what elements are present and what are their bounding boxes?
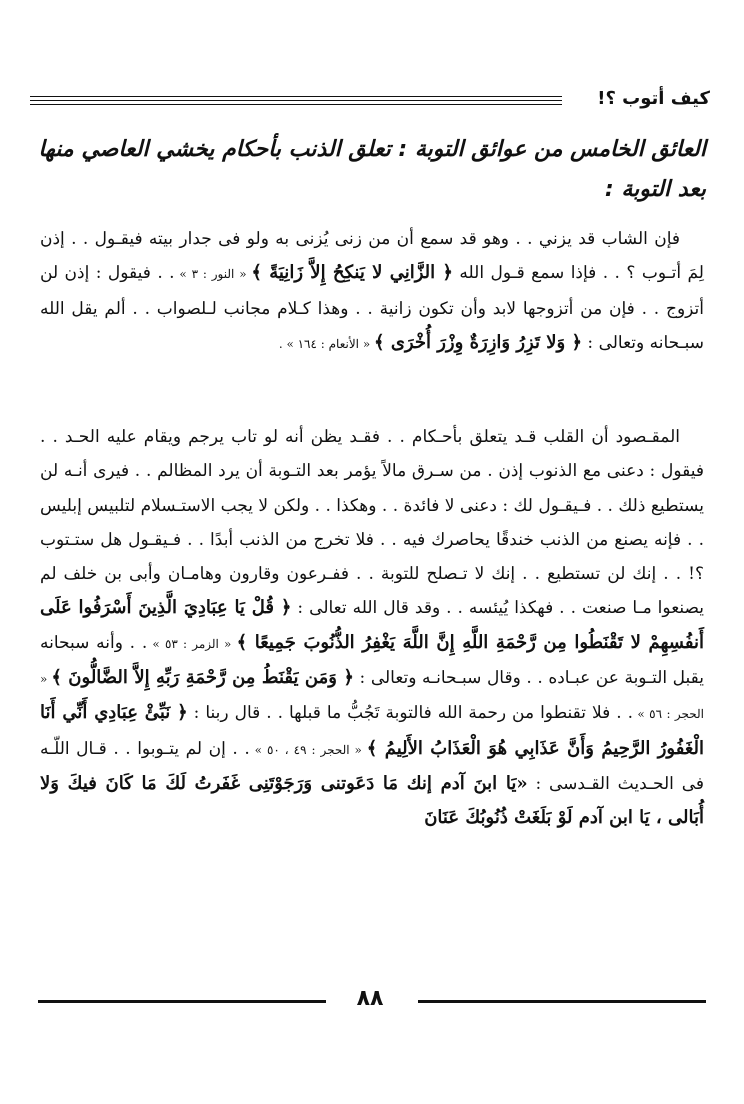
header-rule	[30, 104, 562, 105]
page-number: ٨٨	[356, 986, 384, 1011]
paragraph-text: . . فلا تقنطوا من رحمة الله فالتوبة تَجُبُّ ما قبلها . . قال ربنا :	[187, 703, 634, 724]
paragraph-text: فإن الشاب قد يزني . . وهو قد سمع أن من زنى يُزنى به ولو فى جدار بيته فيقـول . . إذن لِمَ أتـوب ؟ . . فإذا سمع قـول الله	[40, 229, 704, 284]
quran-verse: ﴿ الزَّانِي لا يَنكِحُ إِلاَّ زَانِيَةً ﴾	[251, 262, 453, 284]
header-rule	[30, 96, 562, 97]
section-heading: العائق الخامس من عوائق التوبة : تعلق الذنب بأحكام يخشي العاصي منها بعد التوبة :	[38, 137, 706, 202]
quran-verse: ﴿ نَبِّئْ عِبَادِي أَنِّي أَنَا الْغَفُورُ الرَّحِيمُ وَأَنَّ عَذَابِي هُوَ الْعَذَابُ الأَلِيمُ ﴾	[40, 702, 704, 759]
body-paragraph-2	[40, 420, 704, 836]
running-header-title: كيف أتوب ؟!	[597, 88, 710, 109]
page-footer	[30, 984, 710, 1014]
paragraph-text: . . وأنه سبحانه يقبل التـوبة عن عبـاده . . وقال سبـحانـه وتعالى :	[40, 632, 704, 689]
quran-verse: «يَا ابنَ آدم إنك مَا دَعَوتنى وَرَجَوْتَنِى غَفَرتُ لَكَ مَا كَانَ فيكَ وَلا أُبَالى ، يَا ابن آدم لَوْ بَلَغَتْ ذُنُوبُكَ عَنَانَ	[40, 772, 704, 829]
paragraph-text: . . إن لم يتـوبوا . . قـال اللّـه فى الحـديث القـدسى :	[40, 738, 704, 794]
paragraph-text: المقـصود أن القلب قـد يتعلق بأحـكام . . فقـد يظن أنه لو تاب يرجم ويقام عليه الحـد . . فيقول : دعنى مع الذنوب إذن . من سـرق مالاً يؤمر بعد التـوبة أن يرد المظالم . . فيرى أنـه لن يستطيع ذلك . . فـيقـول لك : دعنى لا فائدة . . وهكذا . . ولكن لا يجب الاستـسلام لتلبيس إبليس . . فإنه يصنع من الذنب خندقًا يحاصرك فيه . . فلا تخرج من الذنب أبدًا . . فـيقـول هل ستـتوب ؟! . . إنك لن تستطيع . . إنك لا تـصلح للتوبة . . ففـرعون وقارون وهامـان وأبى بن خلف لم يصنعوا مـا صنعت . . فهكذا يُيئسه . . وقد قال الله تعالى :	[40, 427, 704, 619]
verse-reference: « الحجر : ٥٦ »	[40, 672, 704, 722]
verse-reference: « الأنعام : ١٦٤ » .	[278, 336, 374, 351]
verse-reference: « النور : ٣ »	[174, 267, 252, 282]
verse-reference: « الحجر : ٤٩ ، ٥٠ »	[249, 742, 367, 757]
quran-verse: ﴿ وَلا تَزِرُ وَازِرَةٌ وِزْرَ أُخْرَى ﴾	[374, 331, 583, 353]
footer-rule	[418, 1000, 706, 1003]
quran-verse: ﴿ قُلْ يَا عِبَادِيَ الَّذِينَ أَسْرَفُوا عَلَى أَنفُسِهِمْ لا تَقْنَطُوا مِن رَّحْمَةِ اللَّهِ إِنَّ اللَّهَ يَغْفِرُ الذُّنُوبَ جَمِيعًا ﴾	[40, 597, 704, 653]
running-header	[30, 88, 710, 114]
header-rule	[30, 100, 562, 101]
paragraph-text: . . فيقول : إذن لن أتزوج . . فإن من أتزوجها لابد وأن تكون زانية . . وهذا كـلام مجانب لـلصواب . . ألم يقل الله سبـحانه وتعالى :	[40, 263, 704, 353]
verse-reference: « الزمر : ٥٣ »	[147, 636, 237, 651]
body-paragraph-1	[40, 222, 704, 361]
quran-verse: ﴿ وَمَن يَقْنَطُ مِن رَّحْمَةِ رَبِّهِ إِلاَّ الضَّالُّونَ ﴾	[51, 667, 354, 689]
